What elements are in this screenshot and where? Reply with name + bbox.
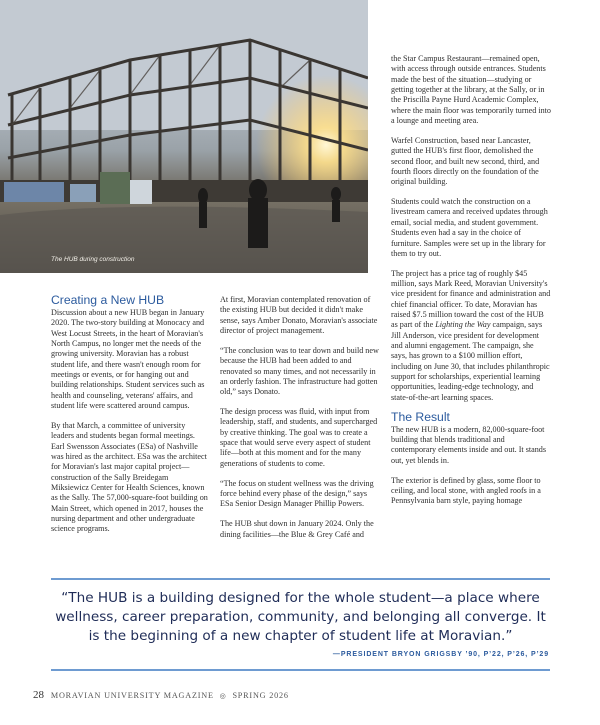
paragraph-text: The project has a price tag of roughly $45 million, says Mark Reed, Moravian University's vice president for finance and administration and chief financial officer. To date, Moravian has raised $7.5 million toward the cost of the HUB as part of the (391, 268, 551, 330)
page-footer (33, 689, 289, 701)
photo-caption: The HUB during construction (51, 256, 135, 263)
paragraph: The HUB shut down in January 2024. Only the dining facilities—the Blue & Grey Café and (220, 519, 374, 539)
separator-icon: ◎ (219, 692, 227, 700)
construction-illustration (0, 0, 368, 273)
section-heading-result: The Result (391, 409, 450, 424)
campaign-name: Lighting the Way (435, 320, 491, 330)
paragraph: The design process was fluid, with input from leadership, staff, and students, and supercharged by creative thinking. The goal was to create a space that would serve every aspect of student life—both at this moment and for the many generations of students to come. (220, 407, 378, 468)
construction-photo (0, 0, 368, 273)
paragraph: “The conclusion was to tear down and build new because the HUB had been added to and renovated so many times, and not necessarily in an orderly fashion. The infrastructure had gotten old,” says Donato. (220, 345, 379, 397)
page-number: 28 (33, 689, 44, 701)
magazine-title: MORAVIAN UNIVERSITY MAGAZINE (50, 691, 214, 700)
paragraph-text: campaign, says Jill Anderson, vice president for development and alumni engagement. The campaign, she says, has grown to a $100 million effort, including on June 30, that includes philanthropic support for scholarships, experiential learning opportunities, leading-edge technology, and state-of-the-art learning spaces. (391, 320, 550, 402)
paragraph: “The focus on student wellness was the driving force behind every phase of the design,” says ESa Senior Design Manager Phillip Powers. (220, 478, 374, 509)
paragraph: The new HUB is a modern, 82,000-square-foot building that blends traditional and contemporary elements inside and out. It stands out, yet blends in. (391, 424, 547, 465)
issue-label: SPRING 2026 (232, 691, 289, 700)
pull-quote: “The HUB is a building designed for the whole student—a place where wellness, career preparation, community, and belonging all converge. It is the beginning of a new chapter of student life at Moravian.” (55, 590, 546, 644)
paragraph: By that March, a committee of university leaders and students began formal meetings. Earl Swensson Associates (ESa) of Nashville was hired as the architect. ESa was the architect for Moravian's last major capital project—construction of the Sally Breidegam Miksiewicz Center for Health Sciences, known as the Sally. The 57,000-square-foot building on Main Street, which opened in 2017, houses the nursing department and other undergraduate science programs. (51, 420, 208, 534)
paragraph (391, 269, 551, 403)
column-2 (220, 295, 380, 549)
quote-rule-top (51, 578, 550, 580)
column-3 (391, 54, 551, 516)
quote-rule-bottom (51, 669, 550, 671)
paragraph: The exterior is defined by glass, some floor to ceiling, and local stone, with angled roofs in a Pennsylvania barn style, paying homage (391, 475, 541, 506)
paragraph: the Star Campus Restaurant—remained open, with access through outside entrances. Students made the best of the situation—studying or getting together at the library, at the Sally, or in the Priscilla Payne Hurd Academic Complex, where the main floor was temporarily turned into a lounge and meeting area. (391, 54, 551, 126)
paragraph: Students could watch the construction on a livestream camera and received updates through email, social media, and student government. Students even had a say in the choice of furniture. Samples were set up in the library for them to try out. (391, 197, 548, 258)
quote-attribution: —PRESIDENT BRYON GRIGSBY ’90, P’22, P’26, P’29 (332, 651, 549, 658)
section-heading-creating: Creating a New HUB (51, 293, 165, 307)
paragraph: Discussion about a new HUB began in January 2020. The two-story building at Monocacy and West Locust Streets, in the heart of Moravian's North Campus, no longer met the needs of the growing university. Moravian has a robust student life, and there wasn't enough room for meetings or events, or for hanging out and building relationships. Student services such as health and counseling, veterans' affairs, and student life were scattered around campus. (51, 308, 205, 411)
paragraph: Warfel Construction, based near Lancaster, gutted the HUB's first floor, demolished the second floor, and built new second, third, and fourth floors directly on the foundation of the original building. (391, 135, 540, 187)
column-1 (51, 293, 208, 544)
paragraph: At first, Moravian contemplated renovation of the existing HUB but decided it didn't make sense, says Amber Donato, Moravian's associate director of project management. (220, 295, 378, 336)
